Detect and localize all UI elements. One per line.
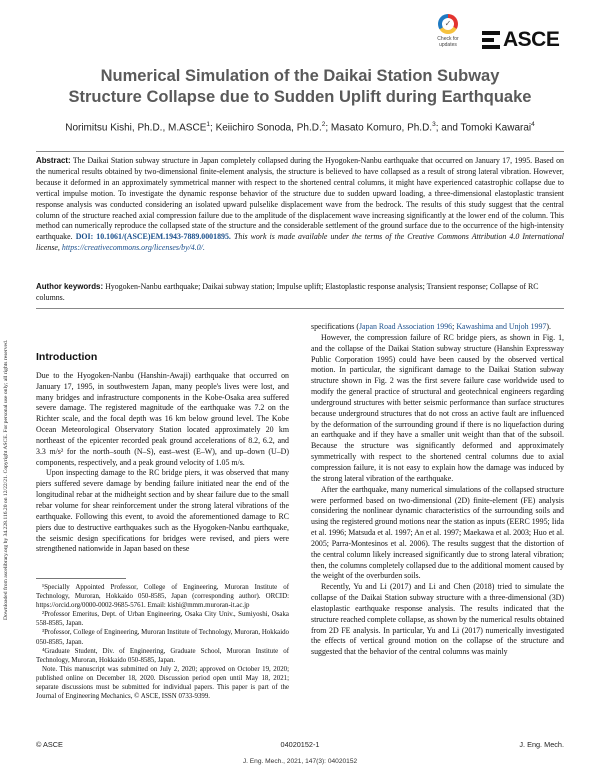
section-heading: Introduction: [36, 351, 98, 363]
citation-line: J. Eng. Mech., 2021, 147(3): 04020152: [242, 758, 358, 765]
title-line-1: Numerical Simulation of the Daikai Station Subway: [100, 67, 500, 85]
publisher-logo: [482, 28, 559, 52]
footnote: ⁴Graduate Student, Div. of Engineering, Graduate School, Muroran Institute of Technology, Muroran, Hokkaido 050-8585, Japan.: [36, 647, 289, 664]
paragraph: specifications (Japan Road Association 1996; Kawashima and Unjoh 1997).: [311, 322, 551, 331]
paragraph: Recently, Yu and Li (2017) and Li and Chen (2018) tried to simulate the collapse of the Daikai Station subway structure with a three-dimensional (3D) elastoplastic earthquake response analysis. The results indicated that the structure reached complete collapse, as shown by the numerical results obtained from 2D FE analysis. In particular, Yu and Li (2017) numerically investigated the effects of vertical ground motion on the collapse of the structure and suggested that the behavior of the central columns was mainly: [311, 582, 564, 657]
right-column: [311, 322, 564, 658]
divider: [36, 308, 564, 309]
license-link[interactable]: https://creativecommons.org/licenses/by/4.0/.: [61, 243, 205, 253]
download-notice-strip: [3, 200, 15, 620]
footer-journal: J. Eng. Mech.: [519, 740, 564, 749]
doi-link[interactable]: DOI: 10.1061/(ASCE)EM.1943-7889.0001895.: [75, 232, 231, 242]
abstract-text: The Daikai Station subway structure in Japan completely collapsed during the Hyogoken-Nanbu earthquake that occurred on January 17, 1995. Based on the numerical results obtained by two-dimensional finite-element analysis, the structure is believed to have collapsed as a result of strong lateral vibration. However, because it deformed in an approximately symmetrical manner with respect to the shortened central columns, it might have experienced catastrophic collapse due to vertical impulse motion. To investigate the dynamic response behavior of the structure due to sudden upward loading, a three-dimensional elastoplastic transient response analysis was conducted considering an isolated upward pulselike displacement wave from the bedrock. The results of this study suggest that the central column of the structure reached axial compression failure due to the amplitude of the displacement wave increasing significantly at the lower end of the column. This method can numerically reproduce the collapsed state of the structure and the considerable settlement of the ground surface due to the occurrence of the high-intensity earthquake.: [36, 156, 564, 242]
abstract-label: Abstract:: [36, 156, 71, 165]
author-affiliation-mark: 3: [432, 121, 436, 128]
author-name: Norimitsu Kishi, Ph.D., M.ASCE: [65, 122, 207, 134]
footer-page-number: 04020152-1: [280, 740, 320, 749]
author-affiliation-mark: 1: [206, 121, 210, 128]
badge-line1: Check for: [437, 36, 459, 42]
footnotes: [36, 578, 289, 701]
author-keywords: [36, 282, 564, 304]
check-for-updates-icon: ✓: [438, 14, 458, 34]
footnote: Note. This manuscript was submitted on July 2, 2020; approved on October 19, 2020; published online on December 18, 2020. Discussion period open until May 18, 2021; separate discussions must be submitted for individual papers. This paper is part of the Journal of Engineering Mechanics, © ASCE, ISSN 0733-9399.: [36, 665, 289, 701]
keywords-label: Author keywords:: [36, 282, 104, 291]
footnote: ¹Specially Appointed Professor, College of Engineering, Muroran Institute of Technology, Muroran, Hokkaido 050-8585, Japan (corresponding author). ORCID: https://orcid.org/0000-0002-9685-5761. Email: kishi@mmm.muroran-it.ac.jp: [36, 584, 289, 610]
citation-link[interactable]: Kawashima and Unjoh 1997: [456, 322, 547, 331]
paper-title: [60, 66, 540, 108]
download-notice-text: Downloaded from ascelibrary.org by 34.228.116.20 on 12/22/21. Copyright ASCE. For personal use only; all rights reserved.: [3, 339, 9, 620]
author-name: Keiichiro Sonoda, Ph.D.: [215, 122, 322, 134]
citation-link[interactable]: Japan Road Association 1996: [358, 322, 453, 331]
paragraph-text: specifications (: [311, 322, 359, 331]
footnote: ²Professor Emeritus, Dept. of Urban Engineering, Osaka City Univ., Sumiyoshi, Osaka 558-8585, Japan.: [36, 611, 289, 628]
footer-copyright: © ASCE: [36, 740, 63, 749]
author-affiliation-mark: 2: [321, 121, 326, 128]
author-list: Norimitsu Kishi, Ph.D., M.ASCE$^1$; Keiichiro Sonoda, Ph.D.$^2$; Masato Komuro, Ph.D.$^3$; and Tomoki Kawarai$^4$: [65, 121, 535, 134]
title-line-2: Structure Collapse due to Sudden Uplift during Earthquake: [68, 88, 532, 106]
paragraph: However, the compression failure of RC bridge piers, as shown in Fig. 1, and the collapse of the Daikai Station subway structure (Hanshin Expressway Public Corporation 1995) could have been caused by the observed vertical motion. In particular, the significant damage to the Daikai Station subway structure shown in Fig. 2 was the first severe failure case worldwide used to modify the general practice of structural and geotechnical engineers regarding underground structures with better seismic performance than surface structures because underground structures that do not cross an active fault are influenced by the deformation of the surrounding ground if there is no liquefaction during an earthquake and if they have a smaller unit weight than that of the subsoil. Because the structure was significantly deformed and approximately symmetrically with respect to the shortened central columns due to axial compression failure, it is not easy to explain how the damage was induced by the strong lateral vibration of the earthquake.: [311, 332, 564, 483]
abstract: [36, 156, 564, 254]
license-text: This work is made available under the terms of the Creative Commons Attribution 4.0 International license,: [36, 232, 565, 253]
badge-line2: updates: [439, 42, 457, 48]
divider: [36, 151, 564, 152]
paragraph: Due to the Hyogoken-Nanbu (Hanshin-Awaji) earthquake that occurred on January 17, 1995, in southwestern Japan, many people's lives were lost, and many bridges and infrastructure components in the Kobe-Osaka area suffered severe damage. The registered magnitude of the earthquake was 7.2 on the Richter scale, and the focal depth was 16 km below ground level. The Kobe Ocean Meteorological Observatory Station located approximately 20 km northeast of the epicenter recorded peak ground accelerations of 8.2, 6.2, and 3.3 m/s² for the north–south (N–S), east–west (E–W), and up–down (U–D) components, respectively, and a peak ground velocity of 1.05 m/s.: [36, 370, 289, 467]
paragraph: Upon inspecting damage to the RC bridge piers, it was observed that many piers suffered severe damage by bending failure initiated near the end of the longitudinal rebar at the midheight section and by shear failure due to the small rebar volume for shear reinforcement under the strong lateral vibrations of the earthquake. Following this event, to avoid the aforementioned damage to RC piers due to destructive earthquakes such as the Hyogoken-Nanbu earthquake, the seismic design specifications for bridges were revised, and piers were strengthened nationwide in Japan based on these: [36, 468, 289, 554]
check-for-updates-badge[interactable]: [428, 14, 468, 54]
paragraph: After the earthquake, many numerical simulations of the collapsed structure were performed based on two-dimensional (2D) finite-element (FE) analysis considering the nonlinear dynamic characteristics of the surrounding soils and using the registered ground motions near the station as inputs (EERC 1995; Iida et al. 1996; Matsuda et al. 1997; An et al. 1997; Maekawa et al. 2003; Huo et al. 2005; Parra-Montesinos et al. 2006). The results suggest that the distortion of the central column likely increased significantly due to strong lateral vibration; then, the columns completely collapsed due to the additional moment caused by the weight of the overburden soils.: [311, 484, 564, 581]
footnote-rule: [36, 578, 126, 579]
author-name: and Tomoki Kawarai: [441, 122, 532, 134]
asce-logo-icon: [482, 31, 500, 49]
left-column: [36, 352, 289, 555]
keywords-text: Hyogoken-Nanbu earthquake; Daikai subway station; Impulse uplift; Elastoplastic response analysis; Transient response; Collapse of RC columns.: [36, 282, 539, 302]
publisher-name: ASCE: [503, 28, 560, 51]
footnote: ³Professor, College of Engineering, Muroran Institute of Technology, Muroran, Hokkaido 050-8585, Japan.: [36, 629, 289, 646]
author-affiliation-mark: 4: [531, 121, 535, 128]
author-name: Masato Komuro, Ph.D.: [330, 122, 433, 134]
